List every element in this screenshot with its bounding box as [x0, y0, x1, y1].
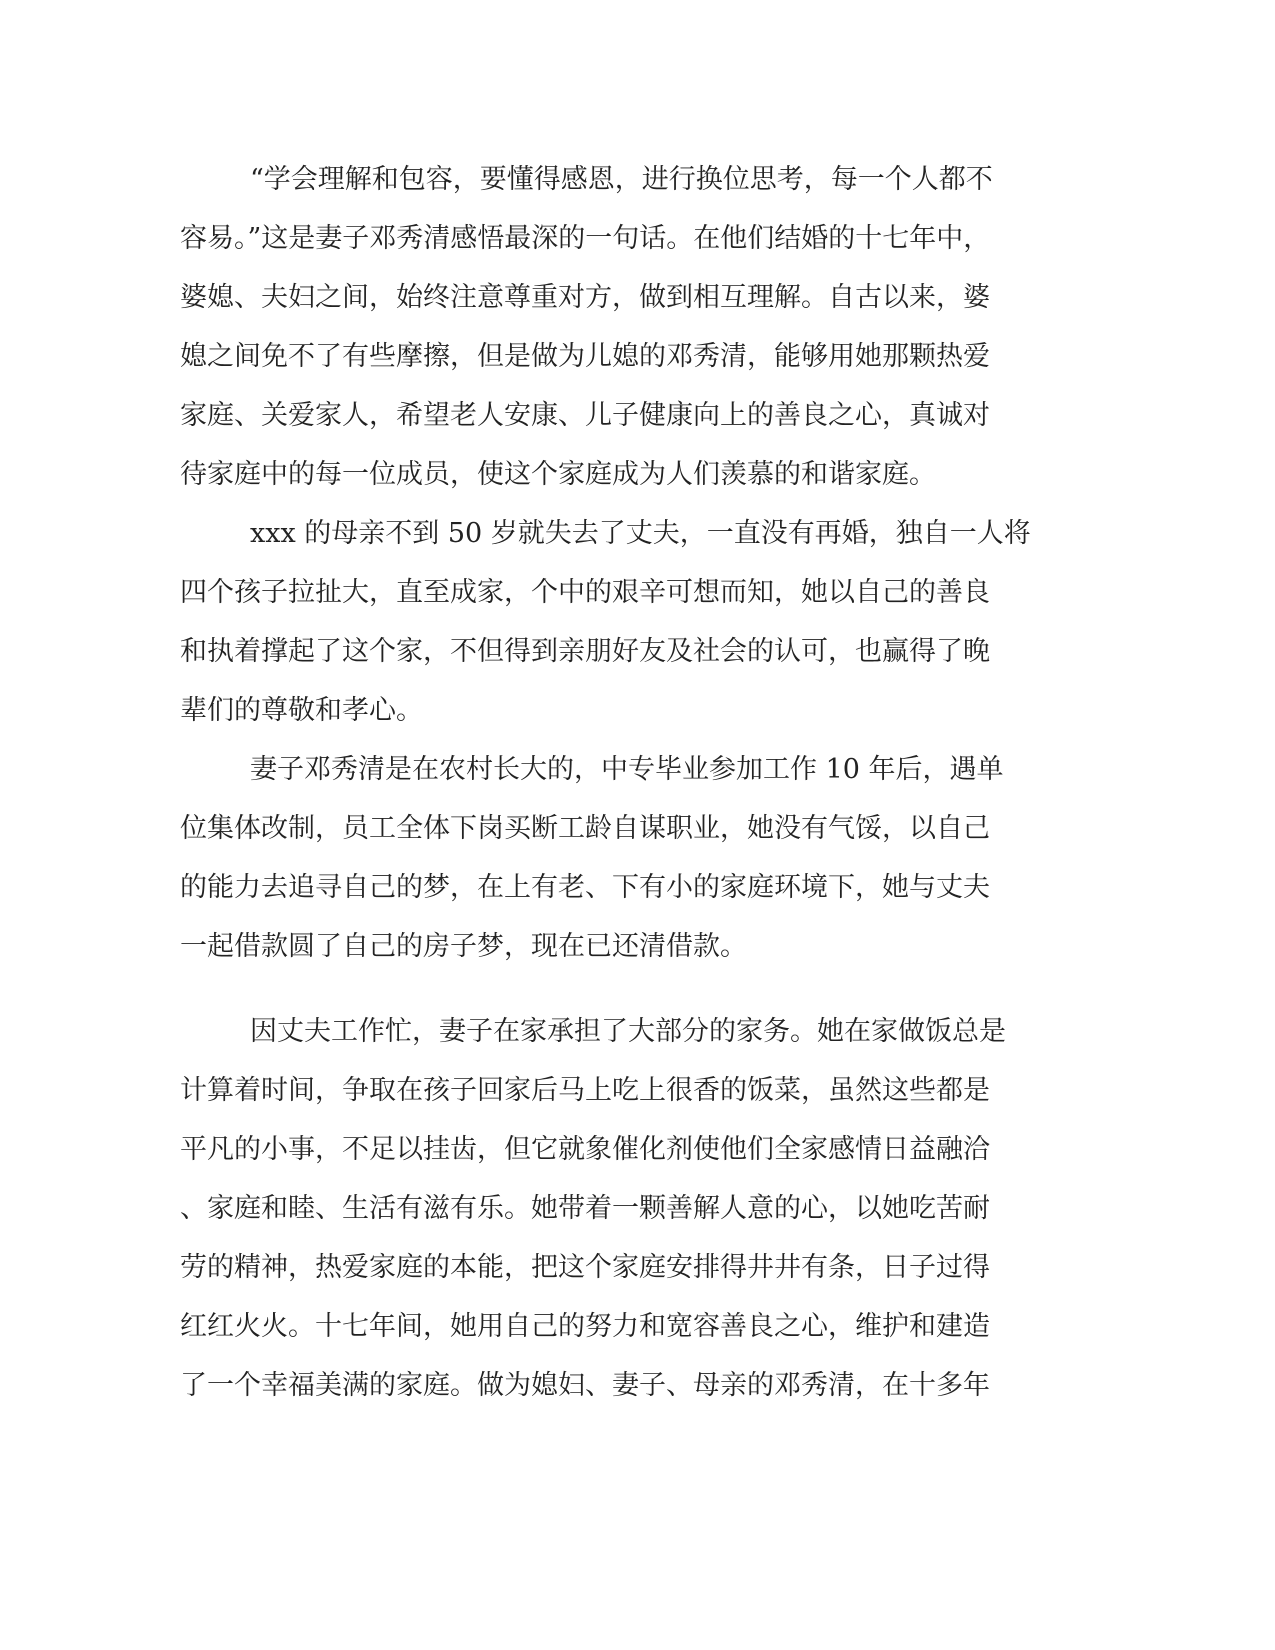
- paragraph-4-line-4: 、家庭和睦、生活有滋有乐。她带着一颗善解人意的心，以她吃苦耐: [180, 1193, 990, 1224]
- paragraph-4-line-5: 劳的精神，热爱家庭的本能，把这个家庭安排得井井有条，日子过得: [180, 1252, 990, 1283]
- paragraph-2-line-4: 辈们的尊敬和孝心。: [180, 695, 423, 726]
- paragraph-2-line-2: 四个孩子拉扯大，直至成家，个中的艰辛可想而知，她以自己的善良: [180, 577, 990, 608]
- paragraph-4-line-6: 红红火火。十七年间，她用自己的努力和宽容善良之心，维护和建造: [180, 1311, 990, 1342]
- paragraph-4-line-2: 计算着时间，争取在孩子回家后马上吃上很香的饭菜，虽然这些都是: [180, 1075, 990, 1106]
- paragraph-1-line-2: 容易。”这是妻子邓秀清感悟最深的一句话。在他们结婚的十七年中，: [180, 223, 991, 254]
- paragraph-1-line-4: 媳之间免不了有些摩擦，但是做为儿媳的邓秀清，能够用她那颗热爱: [180, 341, 990, 372]
- paragraph-2-line-1: xxx 的母亲不到 50 岁就失去了丈夫，一直没有再婚，独自一人将: [250, 518, 1031, 549]
- paragraph-1-line-3: 婆媳、夫妇之间，始终注意尊重对方，做到相互理解。自古以来，婆: [180, 282, 990, 313]
- paragraph-1-line-5: 家庭、关爱家人，希望老人安康、儿子健康向上的善良之心，真诚对: [180, 400, 990, 431]
- paragraph-1-line-1: “学会理解和包容，要懂得感恩，进行换位思考，每一个人都不: [250, 164, 993, 195]
- paragraph-3-line-2: 位集体改制，员工全体下岗买断工龄自谋职业，她没有气馁，以自己: [180, 813, 990, 844]
- paragraph-4-line-1: 因丈夫工作忙，妻子在家承担了大部分的家务。她在家做饭总是: [250, 1016, 1006, 1047]
- paragraph-4-line-3: 平凡的小事，不足以挂齿，但它就象催化剂使他们全家感情日益融洽: [180, 1134, 990, 1165]
- paragraph-3-line-1: 妻子邓秀清是在农村长大的，中专毕业参加工作 10 年后，遇单: [250, 754, 1004, 785]
- paragraph-4-line-7: 了一个幸福美满的家庭。做为媳妇、妻子、母亲的邓秀清，在十多年: [180, 1370, 990, 1401]
- paragraph-1-line-6: 待家庭中的每一位成员，使这个家庭成为人们羡慕的和谐家庭。: [180, 459, 936, 490]
- paragraph-2-line-3: 和执着撑起了这个家，不但得到亲朋好友及社会的认可，也赢得了晚: [180, 636, 990, 667]
- paragraph-3-line-3: 的能力去追寻自己的梦，在上有老、下有小的家庭环境下，她与丈夫: [180, 872, 990, 903]
- paragraph-3-line-4: 一起借款圆了自己的房子梦，现在已还清借款。: [180, 931, 747, 962]
